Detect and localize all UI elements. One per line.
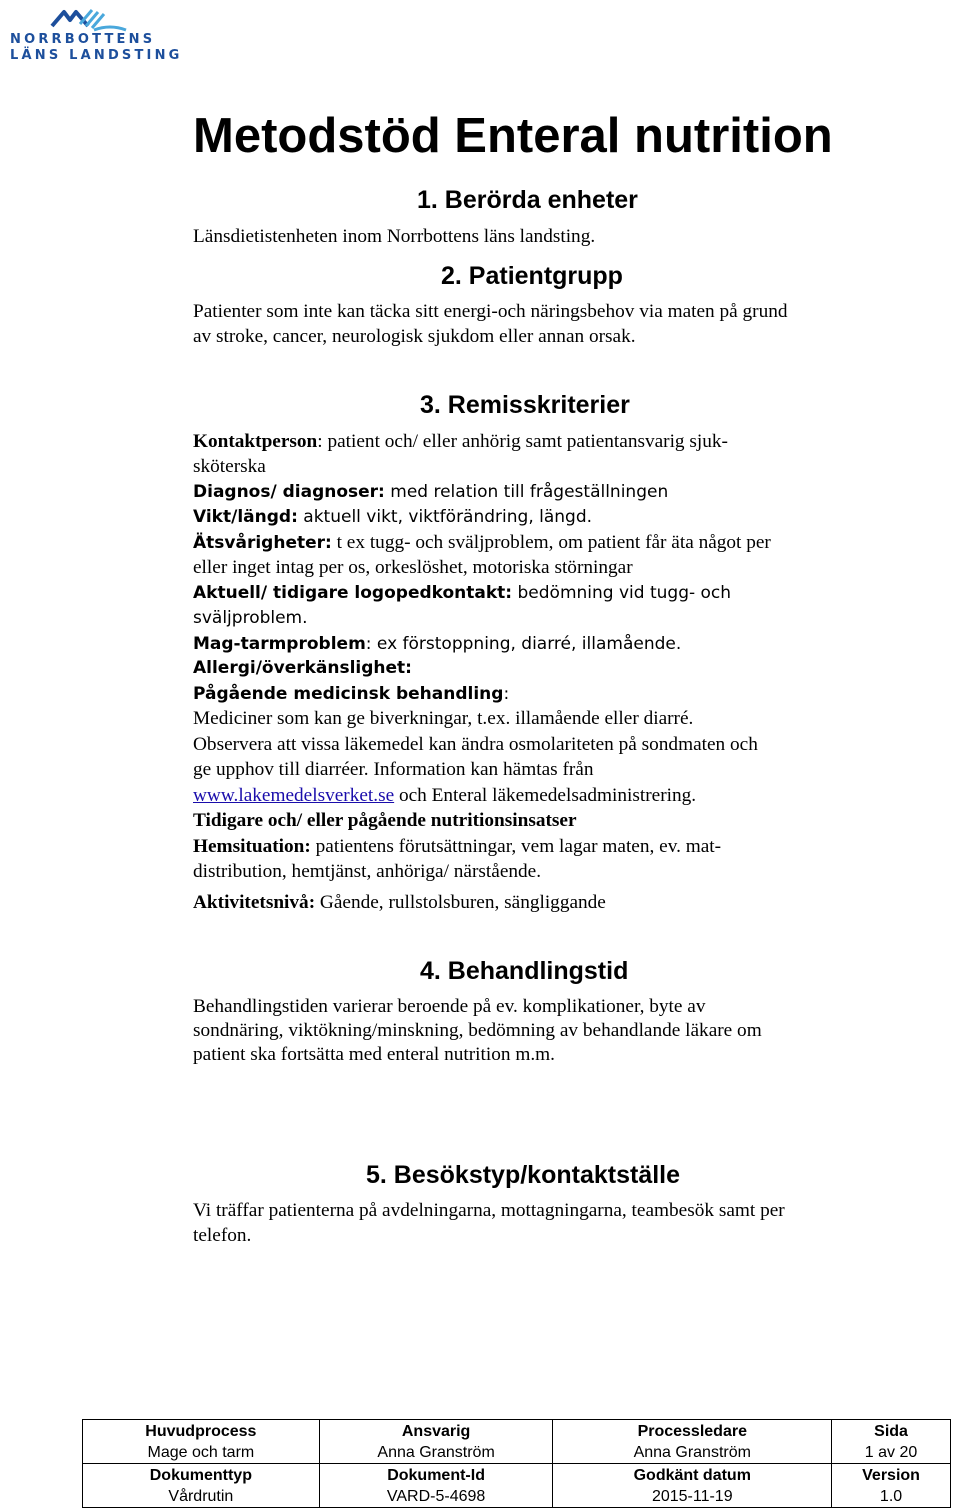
logoped-line (193, 580, 731, 606)
section-4-heading: 4. Behandlingstid (420, 957, 629, 985)
section-1-text: Länsdietistenheten inom Norrbottens läns landsting. (193, 226, 596, 247)
footer-cell-version: Version 1.0 (832, 1464, 951, 1508)
mag-tarm-line (193, 631, 681, 657)
mag-tarm-text: : ex förstoppning, diarré, illamående. (365, 634, 682, 654)
footer-row-2 (83, 1464, 951, 1508)
aktivitetsniva-label: Aktivitetsnivå: (193, 892, 316, 913)
footer-cell-godkant-datum: Godkänt datum 2015-11-19 (553, 1464, 832, 1508)
mediciner-line-1: Mediciner som kan ge biverkningar, t.ex. illamående eller diarré. (193, 708, 694, 729)
kontaktperson-text: : patient och/ eller anhörig samt patientansvarig sjuk- (317, 431, 728, 452)
aktivitetsniva-text: Gående, rullstolsburen, sängliggande (315, 892, 606, 913)
logoped-line-2: sväljproblem. (193, 608, 308, 628)
footer-cell-dokument-id: Dokument-Id VARD-5-4698 (319, 1464, 553, 1508)
logoped-label: Aktuell/ tidigare logopedkontakt: (193, 583, 513, 603)
vikt-line (193, 504, 592, 530)
footer-cell-sida: Sida 1 av 20 (832, 1420, 951, 1464)
section-3-heading: 3. Remisskriterier (420, 391, 630, 419)
diagnos-text: med relation till frågeställningen (384, 482, 669, 502)
kontaktperson-line (193, 429, 728, 454)
medicinsk-colon: : (503, 684, 510, 704)
tidigare-nutrition-label: Tidigare och/ eller pågående nutritionsinsatser (193, 810, 577, 831)
section-2-line-1: Patienter som inte kan täcka sitt energi-och näringsbehov via maten på grund (193, 301, 788, 322)
allergi-label: Allergi/överkänslighet: (193, 658, 412, 678)
section-5-line-2: telefon. (193, 1225, 252, 1246)
mediciner-line-4-rest: och Enteral läkemedelsadministrering. (394, 785, 697, 806)
atsvarigheter-line-2: eller inget intag per os, orkeslöshet, motoriska störningar (193, 557, 633, 578)
mediciner-line-3: ge upphov till diarréer. Information kan hämtas från (193, 759, 594, 780)
atsvarigheter-text: t ex tugg- och sväljproblem, om patient får äta något per (331, 532, 771, 553)
atsvarigheter-line (193, 530, 771, 556)
section-2-line-2: av stroke, cancer, neurologisk sjukdom eller annan orsak. (193, 326, 636, 347)
document-footer-table (82, 1419, 951, 1508)
mediciner-line-4 (193, 783, 696, 808)
medicinsk-line (193, 681, 509, 707)
kontaktperson-label: Kontaktperson (193, 431, 318, 452)
medicinsk-label: Pågående medicinsk behandling (193, 684, 504, 704)
section-4-line-2: sondnäring, viktökning/minskning, bedömning av behandlande läkare om (193, 1020, 762, 1041)
footer-cell-dokumenttyp: Dokumenttyp Vårdrutin (83, 1464, 320, 1508)
atsvarigheter-label: Ätsvårigheter: (193, 533, 332, 553)
diagnos-label: Diagnos/ diagnoser: (193, 482, 385, 502)
hemsituation-line-2: distribution, hemtjänst, anhöriga/ närstående. (193, 861, 542, 882)
mediciner-line-2: Observera att vissa läkemedel kan ändra osmolariteten på sondmaten och (193, 734, 758, 755)
footer-cell-processledare: Processledare Anna Granström (553, 1420, 832, 1464)
footer-cell-huvudprocess: Huvudprocess Mage och tarm (83, 1420, 320, 1464)
footer-row-1 (83, 1420, 951, 1464)
mag-tarm-label: Mag-tarmproblem (193, 634, 366, 654)
section-4-line-1: Behandlingstiden varierar beroende på ev. komplikationer, byte av (193, 996, 706, 1017)
logo-line-2: LÄNS LANDSTING (10, 48, 183, 63)
logoped-text: bedömning vid tugg- och (512, 583, 732, 603)
lakemedelsverket-link[interactable]: www.lakemedelsverket.se (193, 785, 395, 806)
section-5-heading: 5. Besökstyp/kontaktställe (366, 1161, 681, 1189)
footer-cell-ansvarig: Ansvarig Anna Granström (319, 1420, 553, 1464)
section-1-heading: 1. Berörda enheter (417, 186, 638, 214)
section-5-line-1: Vi träffar patienterna på avdelningarna, mottagningarna, teambesök samt per (193, 1200, 785, 1221)
hemsituation-line (193, 834, 721, 859)
document-title: Metodstöd Enteral nutrition (193, 109, 833, 163)
logo-line-1: NORRBOTTENS (10, 32, 156, 47)
diagnos-line (193, 479, 668, 505)
kontaktperson-line-2: sköterska (193, 456, 266, 477)
vikt-text: aktuell vikt, viktförändring, längd. (297, 507, 593, 527)
section-2-heading: 2. Patientgrupp (441, 262, 623, 290)
vikt-label: Vikt/längd: (193, 507, 298, 527)
hemsituation-label: Hemsituation: (193, 836, 311, 857)
hemsituation-text: patientens förutsättningar, vem lagar maten, ev. mat- (310, 836, 722, 857)
aktivitetsniva-line (193, 890, 606, 915)
section-4-line-3: patient ska fortsätta med enteral nutrition m.m. (193, 1044, 555, 1065)
